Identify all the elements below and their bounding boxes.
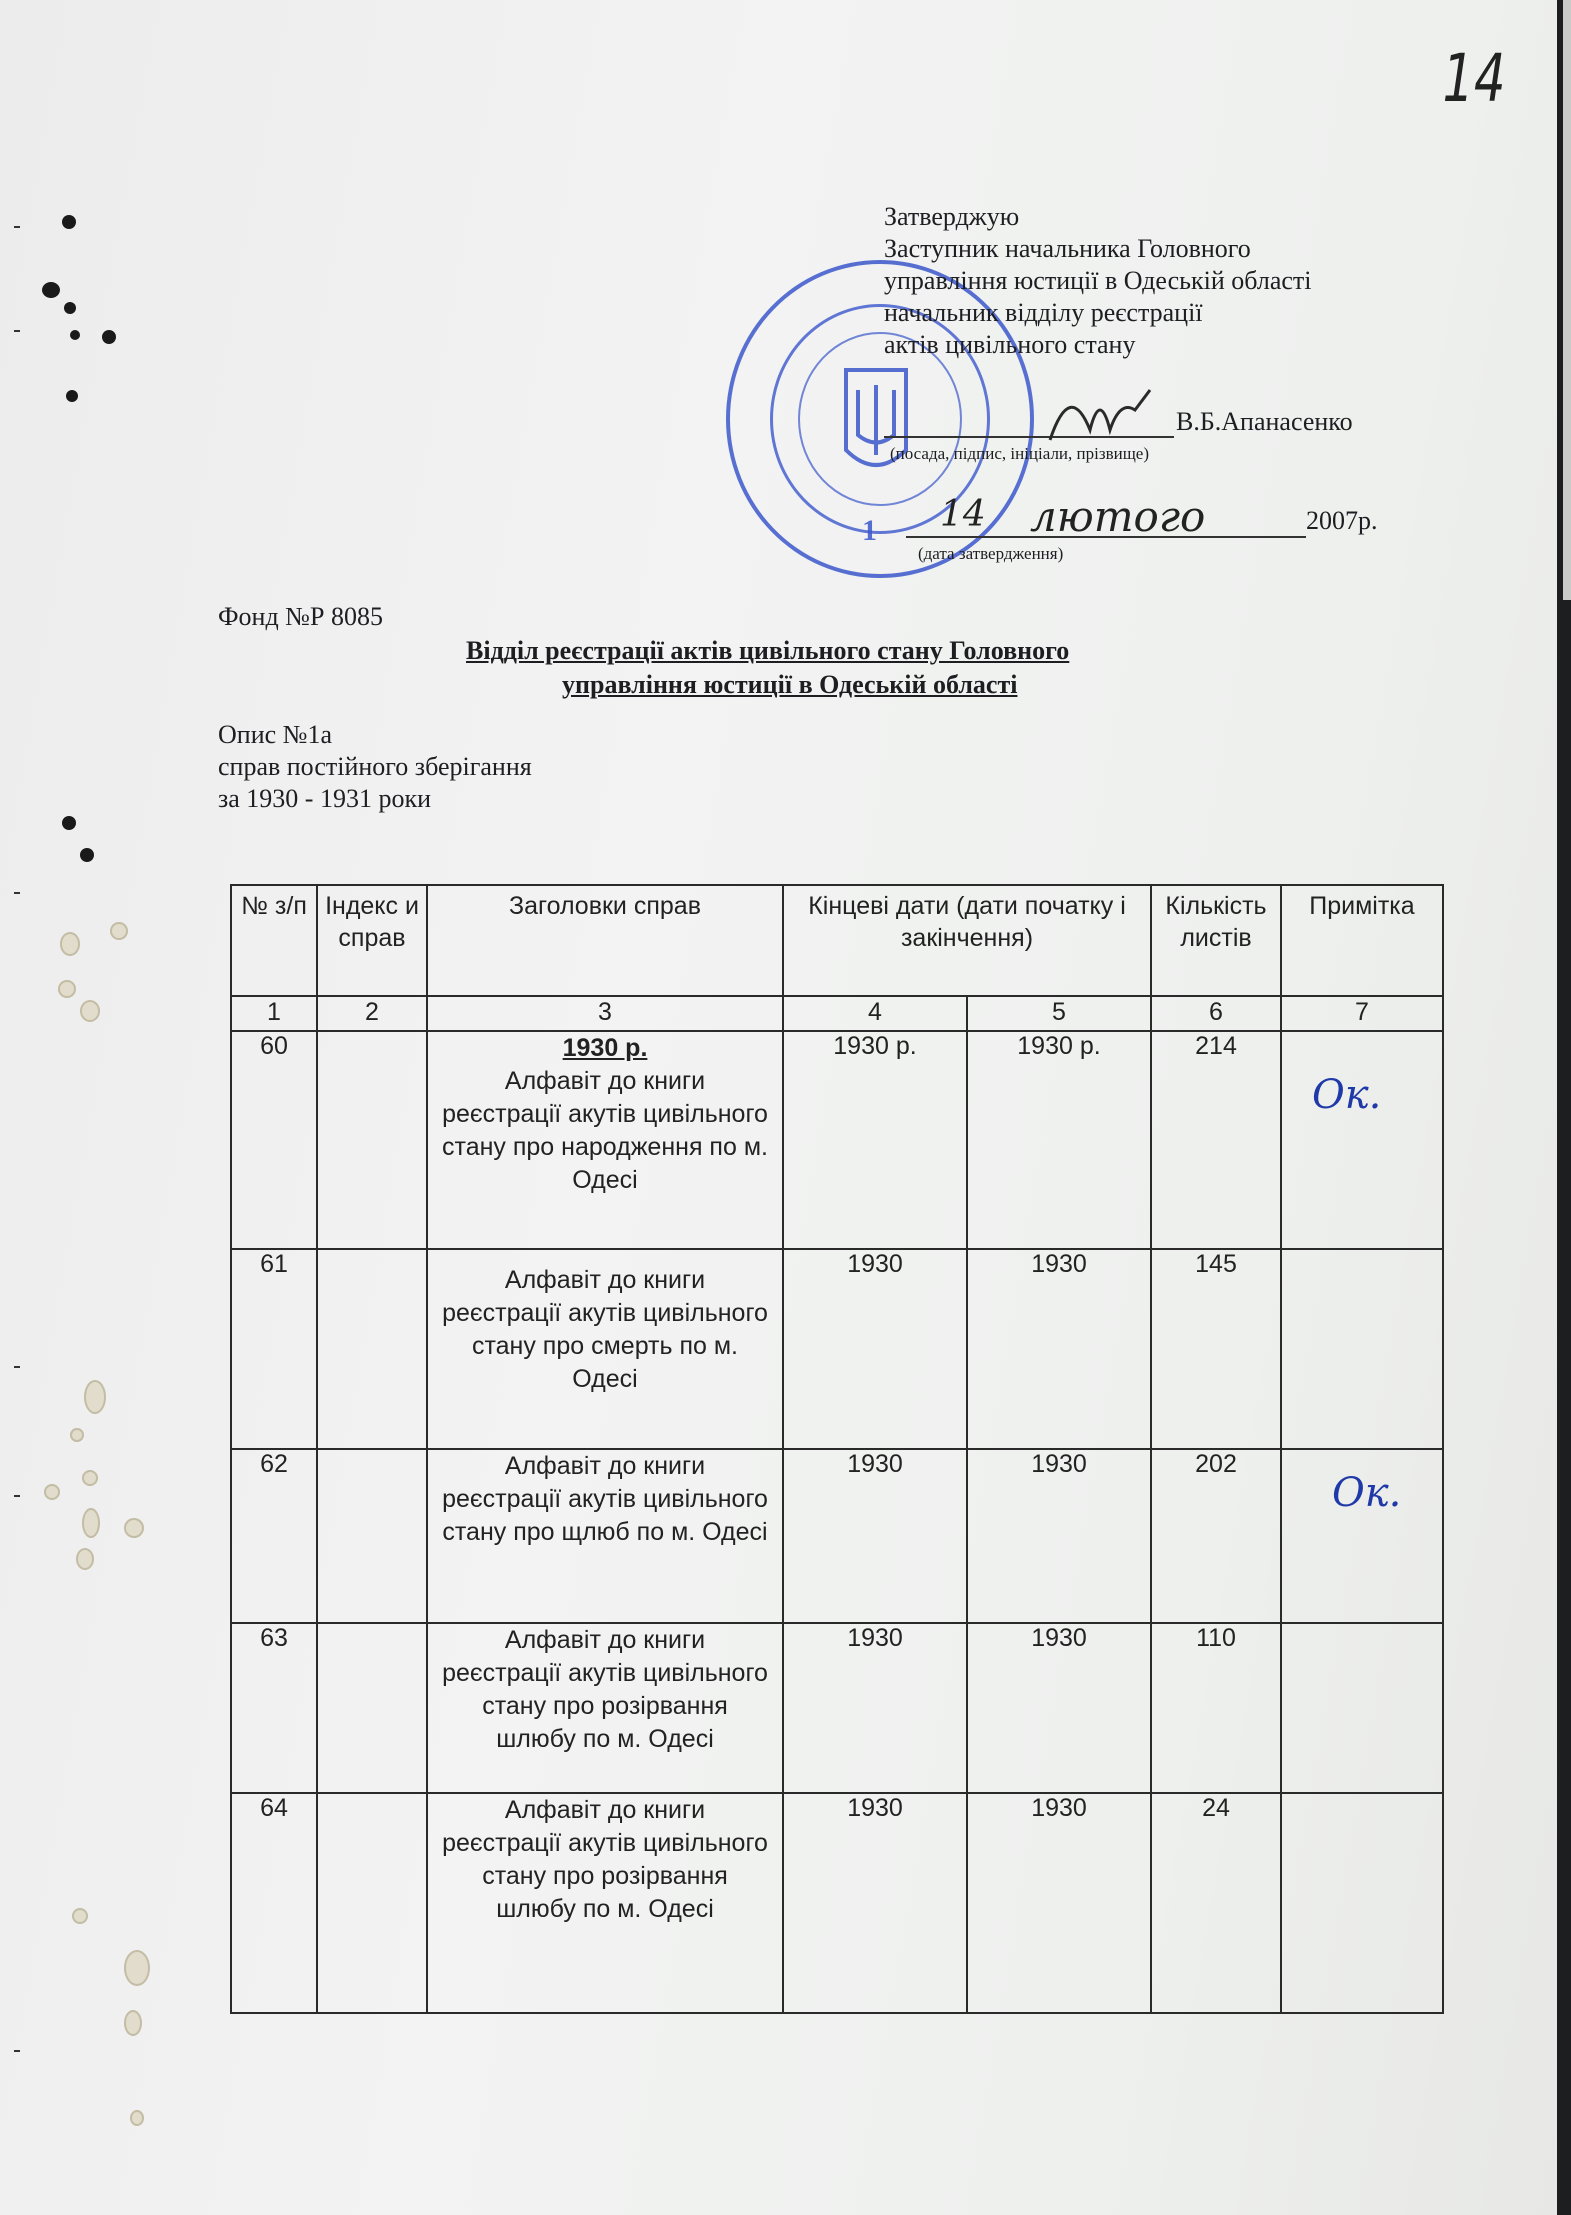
stamp-number: 1	[862, 514, 877, 547]
header-note: Примітка	[1281, 885, 1443, 996]
table-row	[231, 1793, 1443, 2013]
row-end-date: 1930	[967, 1793, 1151, 2013]
table-row	[231, 1623, 1443, 1793]
row-number: 62	[231, 1449, 317, 1623]
row-start-date: 1930	[783, 1623, 967, 1793]
row-end-date: 1930	[967, 1623, 1151, 1793]
fond-number: Фонд №Р 8085	[218, 602, 383, 631]
row-note	[1281, 1449, 1443, 1623]
inventory-desc: справ постійного зберігання	[218, 752, 532, 781]
inventory-years: за 1930 - 1931 роки	[218, 784, 432, 813]
row-sheet-count: 214	[1151, 1031, 1281, 1249]
table-row	[231, 1449, 1443, 1623]
column-number: 2	[317, 996, 427, 1031]
row-note	[1281, 1793, 1443, 2013]
column-number: 6	[1151, 996, 1281, 1031]
column-number: 1	[231, 996, 317, 1031]
row-sheet-count: 145	[1151, 1249, 1281, 1449]
approver-caption: (посада, підпис, ініціали, прізвище)	[890, 444, 1149, 463]
row-title	[427, 1449, 783, 1623]
row-number: 61	[231, 1249, 317, 1449]
row-index	[317, 1249, 427, 1449]
page-number: 14	[1442, 40, 1506, 117]
row-title-text: Алфавіт до книги реєстрації акутів цивільного стану про смерть по м. Одесі	[442, 1266, 768, 1393]
header-title: Заголовки справ	[427, 885, 783, 996]
row-start-date: 1930	[783, 1793, 967, 2013]
table-row	[231, 1249, 1443, 1449]
row-end-date: 1930	[967, 1249, 1151, 1449]
row-sheet-count: 202	[1151, 1449, 1281, 1623]
note-mark: Ок.	[1332, 1470, 1402, 1516]
row-number: 63	[231, 1623, 317, 1793]
row-start-date: 1930	[783, 1249, 967, 1449]
row-title	[427, 1031, 783, 1249]
row-start-date: 1930 р.	[783, 1031, 967, 1249]
row-note	[1281, 1249, 1443, 1449]
approval-year: 2007р.	[1306, 506, 1378, 535]
inventory-table	[230, 884, 1444, 2014]
table-row	[231, 1031, 1443, 1249]
approval-line-4: начальник відділу реєстрації	[884, 298, 1203, 327]
table-header-row	[231, 885, 1443, 996]
row-title-text: Алфавіт до книги реєстрації акутів цивільного стану про розірвання шлюбу по м. Одесі	[442, 1626, 768, 1753]
note-mark: Ок.	[1312, 1072, 1382, 1118]
header-number: № з/п	[231, 885, 317, 996]
row-title	[427, 1623, 783, 1793]
row-title	[427, 1249, 783, 1449]
row-number: 64	[231, 1793, 317, 2013]
approval-day: 14	[940, 494, 986, 535]
approval-line-1: Затверджую	[884, 202, 1020, 231]
row-end-date: 1930 р.	[967, 1031, 1151, 1249]
row-index	[317, 1031, 427, 1249]
column-number: 4	[783, 996, 967, 1031]
row-title-text: Алфавіт до книги реєстрації акутів цивільного стану про щлюб по м. Одесі	[442, 1452, 768, 1546]
row-index	[317, 1449, 427, 1623]
header-index: Індекс и справ	[317, 885, 427, 996]
row-title-text: Алфавіт до книги реєстрації акутів цивільного стану про народження по м. Одесі	[442, 1067, 768, 1194]
scan-edge-light	[1563, 0, 1571, 600]
approval-month: лютого	[1030, 492, 1206, 541]
row-index	[317, 1793, 427, 2013]
approval-line-2: Заступник начальника Головного	[884, 234, 1251, 263]
date-caption: (дата затвердження)	[918, 544, 1064, 563]
row-title	[427, 1793, 783, 2013]
inventory-number: Опис №1а	[218, 720, 332, 749]
row-title-text: Алфавіт до книги реєстрації акутів цивільного стану про розірвання шлюбу по м. Одесі	[442, 1796, 768, 1923]
column-number: 7	[1281, 996, 1443, 1031]
approval-line-5: актів цивільного стану	[884, 330, 1136, 359]
header-dates: Кінцеві дати (дати початку і закінчення)	[783, 885, 1151, 996]
row-index	[317, 1623, 427, 1793]
column-numbers-row	[231, 996, 1443, 1031]
row-note	[1281, 1623, 1443, 1793]
approval-line-3: управління юстиції в Одеській області	[884, 266, 1312, 295]
row-note	[1281, 1031, 1443, 1249]
row-start-date: 1930	[783, 1449, 967, 1623]
row-end-date: 1930	[967, 1449, 1151, 1623]
header-sheets: Кількість листів	[1151, 885, 1281, 996]
approver-name: В.Б.Апанасенко	[1176, 407, 1353, 436]
row-sheet-count: 24	[1151, 1793, 1281, 2013]
year-heading: 1930 р.	[562, 1034, 648, 1062]
row-sheet-count: 110	[1151, 1623, 1281, 1793]
org-title-line-2: управління юстиції в Одеській області	[562, 670, 1018, 699]
org-title-line-1: Відділ реєстрації актів цивільного стану Головного	[466, 636, 1070, 665]
column-number: 3	[427, 996, 783, 1031]
row-number: 60	[231, 1031, 317, 1249]
column-number: 5	[967, 996, 1151, 1031]
